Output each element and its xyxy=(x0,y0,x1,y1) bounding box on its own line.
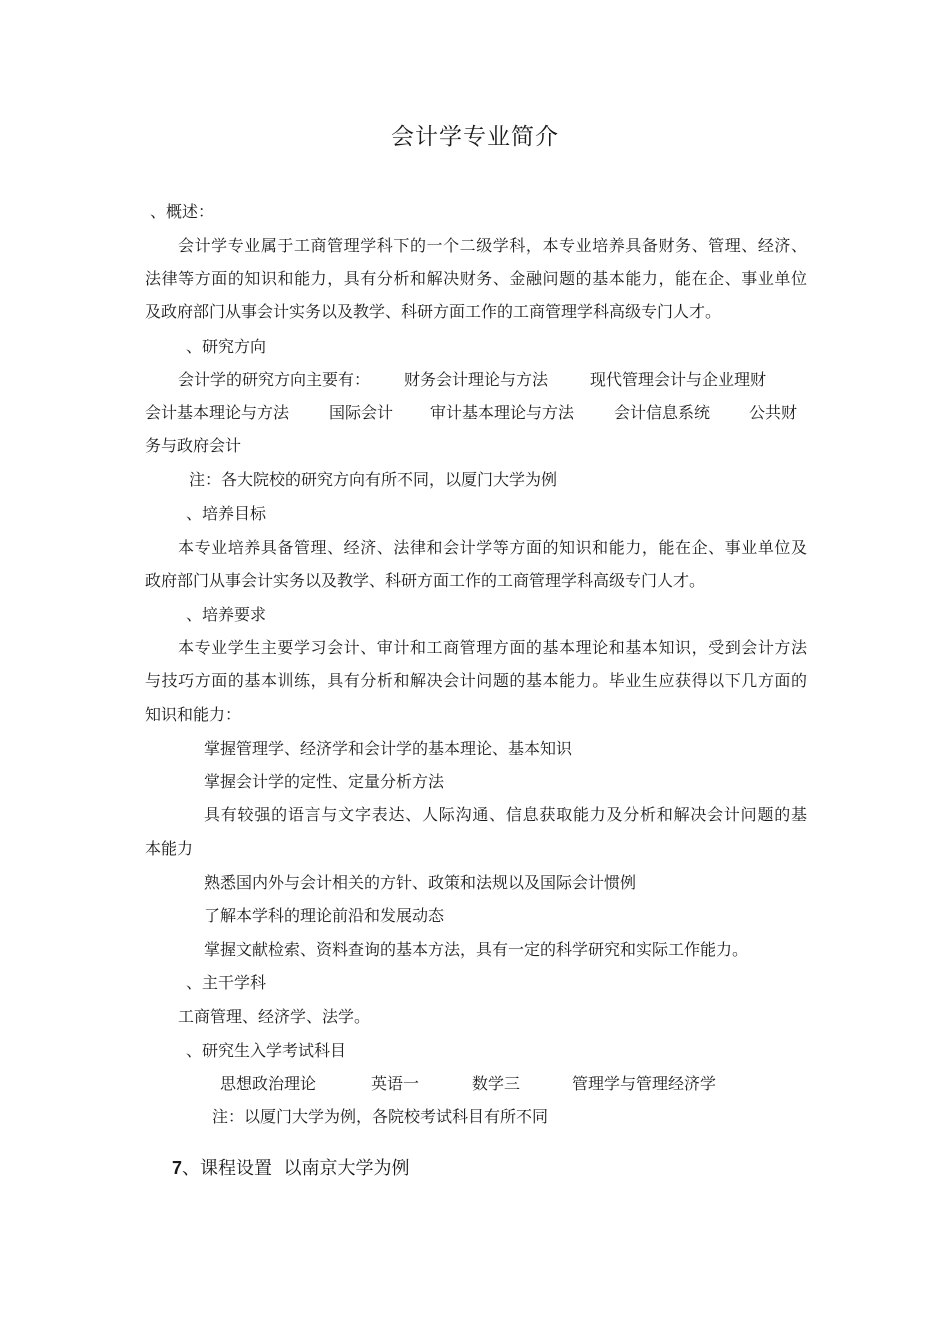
requirements-line-1: 本专业学生主要学习会计、审计和工商管理方面的基本理论和基本知识，受到会计方法 xyxy=(178,638,807,657)
research-note: 注：各大院校的研究方向有所不同，以厦门大学为例 xyxy=(189,470,558,489)
requirement-item: 掌握会计学的定性、定量分析方法 xyxy=(204,772,445,791)
goal-line-2: 政府部门从事会计实务以及教学、科研方面工作的工商管理学科高级专门人才。 xyxy=(145,571,706,590)
research-row-2 xyxy=(0,402,950,424)
overview-line-3: 及政府部门从事会计实务以及教学、科研方面工作的工商管理学科高级专门人才。 xyxy=(145,302,722,321)
section-heading-requirements: 、培养要求 xyxy=(186,605,267,624)
requirement-item: 具有较强的语言与文字表达、人际沟通、信息获取能力及分析和解决会计问题的基 xyxy=(204,805,807,824)
requirements-line-2: 与技巧方面的基本训练，具有分析和解决会计问题的基本能力。毕业生应获得以下几方面的 xyxy=(145,671,807,690)
section-heading-exam: 、研究生入学考试科目 xyxy=(186,1041,347,1060)
exam-subject: 数学三 xyxy=(472,1074,521,1093)
research-item: 会计信息系统 xyxy=(614,403,711,422)
section-number: 7 xyxy=(172,1158,183,1178)
section-heading-courses-text: 、课程设置 以南京大学为例 xyxy=(182,1158,410,1179)
exam-subjects-row xyxy=(0,1073,950,1095)
requirement-item: 熟悉国内外与会计相关的方针、政策和法规以及国际会计惯例 xyxy=(204,873,637,892)
page-title: 会计学专业简介 xyxy=(391,124,559,150)
requirement-item: 掌握文献检索、资料查询的基本方法，具有一定的科学研究和实际工作能力。 xyxy=(204,940,749,959)
research-intro: 会计学的研究方向主要有： xyxy=(178,370,371,389)
research-item: 会计基本理论与方法 xyxy=(145,403,290,422)
requirements-line-3: 知识和能力： xyxy=(145,705,242,724)
requirement-item: 掌握管理学、经济学和会计学的基本理论、基本知识 xyxy=(204,739,573,758)
disciplines-text: 工商管理、经济学、法学。 xyxy=(178,1007,371,1026)
research-item: 公共财 xyxy=(749,403,798,422)
section-heading-courses xyxy=(172,1156,409,1181)
research-item: 国际会计 xyxy=(329,403,394,422)
overview-line-1: 会计学专业属于工商管理学科下的一个二级学科，本专业培养具备财务、管理、经济、 xyxy=(178,236,807,255)
section-heading-goal: 、培养目标 xyxy=(186,504,267,523)
exam-subject: 思想政治理论 xyxy=(220,1074,317,1093)
section-heading-research: 、研究方向 xyxy=(186,337,267,356)
exam-subject: 英语一 xyxy=(371,1074,420,1093)
section-heading-overview: 、概述： xyxy=(150,202,215,221)
research-row-1 xyxy=(0,369,950,391)
requirement-item: 了解本学科的理论前沿和发展动态 xyxy=(204,906,445,925)
exam-subject: 管理学与管理经济学 xyxy=(572,1074,717,1093)
research-item: 审计基本理论与方法 xyxy=(430,403,575,422)
exam-note: 注：以厦门大学为例，各院校考试科目有所不同 xyxy=(212,1107,549,1126)
requirement-item-continued: 本能力 xyxy=(145,839,194,858)
research-item: 财务会计理论与方法 xyxy=(404,370,549,389)
goal-line-1: 本专业培养具备管理、经济、法律和会计学等方面的知识和能力，能在企、事业单位及 xyxy=(178,538,807,557)
research-item: 务与政府会计 xyxy=(145,436,242,455)
research-item: 现代管理会计与企业理财 xyxy=(590,370,767,389)
section-heading-disciplines: 、主干学科 xyxy=(186,973,267,992)
overview-line-2: 法律等方面的知识和能力，具有分析和解决财务、金融问题的基本能力，能在企、事业单位 xyxy=(145,269,807,288)
